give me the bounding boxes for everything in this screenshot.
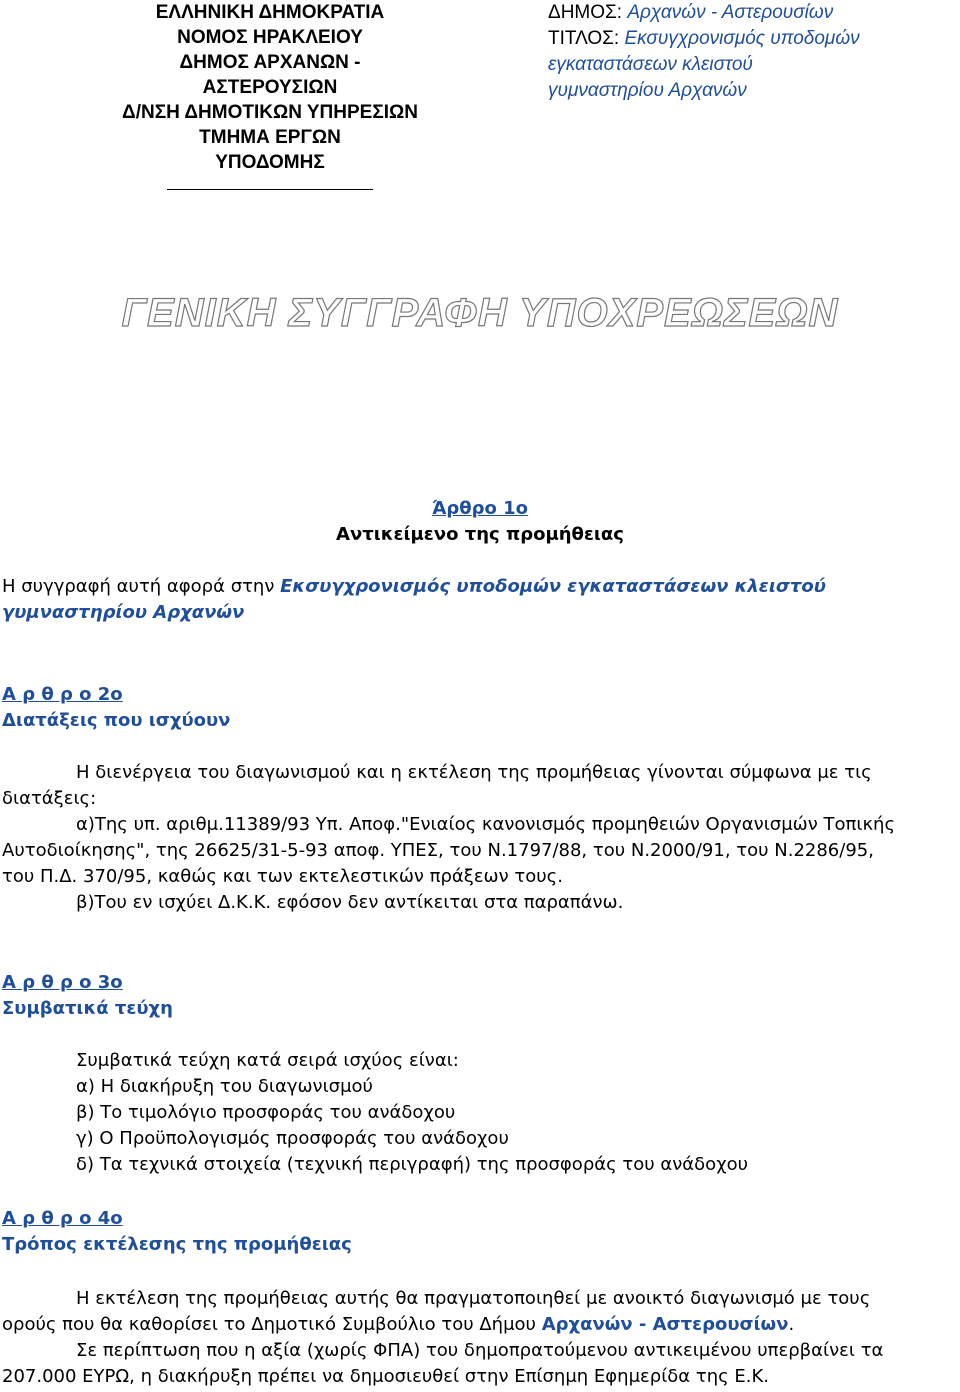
list-item: δ) Τα τεχνικά στοιχεία (τεχνική περιγραφή) της προσφοράς του ανάδοχου xyxy=(76,1154,749,1175)
title-label: ΤΙΤΛΟΣ: xyxy=(548,28,625,49)
municipality-value: Αρχανών - Αστερουσίων xyxy=(627,2,834,23)
article-2-title: Διατάξεις που ισχύουν xyxy=(2,710,231,731)
issuer-line-4: Δ/ΝΣΗ ΔΗΜΟΤΙΚΩΝ ΥΠΗΡΕΣΙΩΝ xyxy=(122,102,418,123)
article-2-intro-1: Η διενέργεια του διαγωνισμού και η εκτέλεση της προμήθειας γίνονται σύμφωνα με τις xyxy=(76,762,872,783)
article-3-body xyxy=(2,1048,954,1178)
title-value-1: Εκσυγχρονισμός υποδομών xyxy=(624,28,860,49)
article-4-p2-line-2: 207.000 ΕΥΡΩ, η διακήρυξη πρέπει να δημοσιευθεί στην Επίσημη Εφημερίδα της Ε.Κ. xyxy=(2,1366,770,1387)
title-value-3: γυμναστηρίου Αρχανών xyxy=(548,80,747,101)
article-3-intro: Συμβατικά τεύχη κατά σειρά ισχύος είναι: xyxy=(76,1050,459,1071)
article-4-p1-prefix: ορούς που θα καθορίσει το Δημοτικό Συμβούλιο του Δήμου xyxy=(2,1314,542,1335)
municipality-label: ΔΗΜΟΣ: xyxy=(548,2,628,23)
issuer-line-2: ΝΟΜΟΣ ΗΡΑΚΛΕΙΟΥ xyxy=(177,27,363,48)
article-4-p1-suffix: . xyxy=(788,1314,795,1335)
article-4-number: Α ρ θ ρ ο 4ο xyxy=(2,1208,123,1229)
title-value-2: εγκαταστάσεων κλειστού xyxy=(548,54,753,75)
article-2-body xyxy=(2,760,954,916)
article-1-heading xyxy=(0,496,960,548)
article-2-item-a-3: του Π.Δ. 370/95, καθώς και των εκτελεστικών πράξεων τους. xyxy=(2,866,563,887)
municipality-line xyxy=(548,0,948,26)
article-4-municipality: Αρχανών - Αστερουσίων xyxy=(541,1314,789,1335)
article-2-item-a-2: Αυτοδιοίκησης", της 26625/31-5-93 αποφ. ΥΠΕΣ, του Ν.1797/88, του Ν.2000/91, του Ν.2286/95, xyxy=(2,840,874,861)
issuer-header xyxy=(120,0,420,190)
document-title: ΓΕΝΙΚΗ ΣΥΓΓΡΑΦΗ ΥΠΟΧΡΕΩΣΕΩΝ xyxy=(121,291,839,335)
article-1-subject-2: γυμναστηρίου Αρχανών xyxy=(2,602,245,623)
article-3-title: Συμβατικά τεύχη xyxy=(2,998,173,1019)
project-header xyxy=(548,0,948,104)
article-1-line-1 xyxy=(2,574,954,600)
list-item: β) Το τιμολόγιο προσφοράς του ανάδοχου xyxy=(76,1102,456,1123)
issuer-line-6: ΥΠΟΔΟΜΗΣ xyxy=(215,152,325,173)
article-2-intro-2: διατάξεις: xyxy=(2,788,97,809)
list-item: γ) Ο Προϋπολογισμός προσφοράς του ανάδοχου xyxy=(76,1128,509,1149)
article-4-title: Τρόπος εκτέλεσης της προμήθειας xyxy=(2,1234,352,1255)
article-1-title: Αντικείμενο της προμήθειας xyxy=(336,524,624,545)
article-2-heading xyxy=(2,682,954,734)
article-1-prefix: Η συγγραφή αυτή αφορά στην xyxy=(2,576,281,597)
title-line xyxy=(548,26,948,52)
header-divider xyxy=(167,189,373,190)
article-4-p1-line-2 xyxy=(2,1312,954,1338)
article-3-heading xyxy=(2,970,954,1022)
article-1-text xyxy=(2,574,954,626)
article-1-number: Άρθρο 1ο xyxy=(431,498,528,519)
issuer-line-1: ΕΛΛΗΝΙΚΗ ΔΗΜΟΚΡΑΤΙΑ xyxy=(155,2,385,23)
article-3-number: Α ρ θ ρ ο 3ο xyxy=(2,972,123,993)
list-item: α) Η διακήρυξη του διαγωνισμού xyxy=(76,1076,373,1097)
issuer-line-3: ΔΗΜΟΣ ΑΡΧΑΝΩΝ - ΑΣΤΕΡΟΥΣΙΩΝ xyxy=(179,52,361,98)
article-2-number: Α ρ θ ρ ο 2ο xyxy=(2,684,123,705)
issuer-line-5: ΤΜΗΜΑ ΕΡΓΩΝ xyxy=(199,127,341,148)
article-2-item-a-1: α)Της υπ. αριθμ.11389/93 Υπ. Αποφ."Ενιαίος κανονισμός προμηθειών Οργανισμών Τοπικής xyxy=(76,814,896,835)
article-2-item-b: β)Του εν ισχύει Δ.Κ.Κ. εφόσον δεν αντίκειται στα παραπάνω. xyxy=(76,892,624,913)
article-4-heading xyxy=(2,1206,954,1258)
article-4-body xyxy=(2,1286,954,1390)
article-4-p2-line-1: Σε περίπτωση που η αξία (χωρίς ΦΠΑ) του δημοπρατούμενου αντικειμένου υπερβαίνει τα xyxy=(76,1340,884,1361)
article-1-subject-1: Εκσυγχρονισμός υποδομών εγκαταστάσεων κλειστού xyxy=(280,576,826,597)
article-4-p1-line-1: Η εκτέλεση της προμήθειας αυτής θα πραγματοποιηθεί με ανοικτό διαγωνισμό με τους xyxy=(76,1288,871,1309)
